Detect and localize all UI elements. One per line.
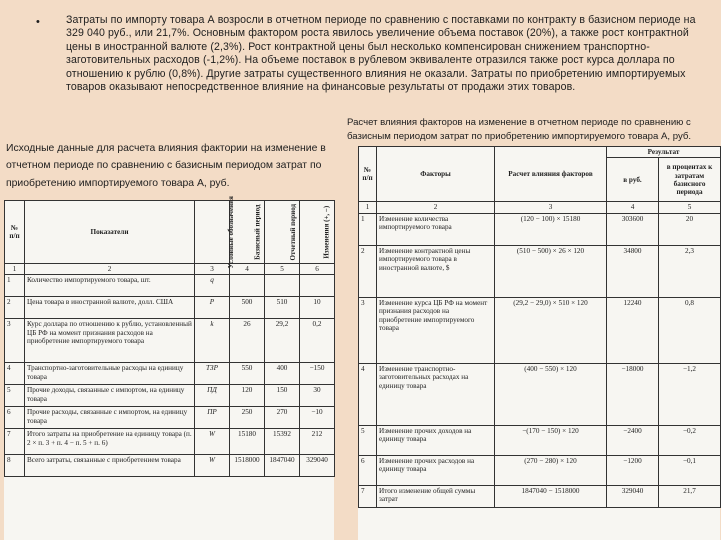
col-number: 4 <box>230 264 265 275</box>
result-percent: 21,7 <box>659 485 721 507</box>
indicator-name: Транспортно-заготовительные расходы на единицу товара <box>25 363 195 385</box>
symbol: W <box>195 429 230 455</box>
base-value: 26 <box>230 319 265 363</box>
factor-calculation-table <box>358 146 720 540</box>
indicator-name: Прочие расходы, связанные с импортом, на единицу товара <box>25 407 195 429</box>
col-number: 2 <box>377 202 495 213</box>
table-row <box>359 485 721 507</box>
table-row <box>359 245 721 297</box>
table-row <box>5 297 335 319</box>
header-change: Изменения (+, −) <box>300 201 335 264</box>
col-number: 3 <box>195 264 230 275</box>
factor-name: Изменение прочих расходов на единицу товара <box>377 455 495 485</box>
row-number: 3 <box>5 319 25 363</box>
row-number: 6 <box>5 407 25 429</box>
base-value: 250 <box>230 407 265 429</box>
indicator-name: Количество импортируемого товара, шт. <box>25 275 195 297</box>
column-number-row <box>359 202 721 213</box>
main-paragraph: Затраты по импорту товара А возросли в отчетном периоде по сравнению с поставками по контракту в базисном периоде на 329 040 руб., или 21,7%. Основным фактором роста явилось увеличение объема поставок (20%), а также рост контрактной цены в иностранной валюте (2,3%). Рост контрактной цены был несколько компенсирован снижением транспортно-заготовительных расходов (-1,2%). На объеме поставок в рублевом эквиваленте отразился также рост курса доллара по отношению к рублю (0,8%). Другие затраты существенного влияния не оказали. Затраты по приобретению импортируемых товаров оказывают непосредственное влияние на финансовые результаты от продажи этих товаров. <box>66 14 696 94</box>
change-value: 212 <box>300 429 335 455</box>
change-value: 30 <box>300 385 335 407</box>
indicator-name: Итого затраты на приобретение на единицу товара (п. 2 × п. 3 + п. 4 − п. 5 + п. 6) <box>25 429 195 455</box>
col-number: 6 <box>300 264 335 275</box>
row-number: 5 <box>359 425 377 455</box>
result-percent: −1,2 <box>659 363 721 425</box>
report-value: 150 <box>265 385 300 407</box>
symbol: ТЗР <box>195 363 230 385</box>
result-rub: 12240 <box>607 297 659 363</box>
row-number: 8 <box>5 455 25 477</box>
col-number: 4 <box>607 202 659 213</box>
row-number: 5 <box>5 385 25 407</box>
row-number: 6 <box>359 455 377 485</box>
row-number: 1 <box>5 275 25 297</box>
result-rub: 34800 <box>607 245 659 297</box>
table-row <box>359 425 721 455</box>
symbol: P <box>195 297 230 319</box>
result-rub: −18000 <box>607 363 659 425</box>
base-value: 500 <box>230 297 265 319</box>
report-value: 400 <box>265 363 300 385</box>
factor-name: Изменение прочих доходов на единицу товара <box>377 425 495 455</box>
table-row <box>5 455 335 477</box>
left-table-caption: Исходные данные для расчета влияния фактории на изменение в отчетном периоде по сравнению с базисным периодом затрат по приобретению импортируемого товара А, руб. <box>6 143 326 189</box>
report-value: 15392 <box>265 429 300 455</box>
table-row <box>359 213 721 245</box>
header-base: Базисный период <box>230 201 265 264</box>
base-value: 1518000 <box>230 455 265 477</box>
factor-name: Изменение курса ЦБ РФ на момент признания расходов на приобретение импортируемого товара <box>377 297 495 363</box>
factor-calculation: −(170 − 150) × 120 <box>495 425 607 455</box>
base-value: 120 <box>230 385 265 407</box>
table-row <box>5 275 335 297</box>
symbol: k <box>195 319 230 363</box>
result-rub: 329040 <box>607 485 659 507</box>
base-value <box>230 275 265 297</box>
report-value: 510 <box>265 297 300 319</box>
row-number: 3 <box>359 297 377 363</box>
column-number-row <box>5 264 335 275</box>
change-value: 329040 <box>300 455 335 477</box>
factor-name: Итого изменение общей суммы затрат <box>377 485 495 507</box>
report-value: 1847040 <box>265 455 300 477</box>
header-indicators: Показатели <box>25 201 195 264</box>
table-row <box>5 429 335 455</box>
row-number: 4 <box>359 363 377 425</box>
col-number: 1 <box>359 202 377 213</box>
symbol: ПД <box>195 385 230 407</box>
result-rub: −2400 <box>607 425 659 455</box>
header-calculation: Расчет влияния факторов <box>495 147 607 202</box>
header-result: Результат <box>607 147 721 158</box>
factor-name: Изменение транспортно-заготовительных расходах на единицу товара <box>377 363 495 425</box>
col-number: 5 <box>265 264 300 275</box>
row-number: 2 <box>359 245 377 297</box>
factor-calculation: (29,2 − 29,0) × 510 × 120 <box>495 297 607 363</box>
base-value: 15180 <box>230 429 265 455</box>
report-value: 29,2 <box>265 319 300 363</box>
change-value: −10 <box>300 407 335 429</box>
table-row <box>5 363 335 385</box>
report-value: 270 <box>265 407 300 429</box>
col-number: 1 <box>5 264 25 275</box>
right-table-caption: Расчет влияния факторов на изменение в отчетном периоде по сравнению с базисным периодом затрат по приобретению импортируемого товара А, руб. <box>347 117 692 142</box>
change-value: 0,2 <box>300 319 335 363</box>
change-value: 10 <box>300 297 335 319</box>
table-row <box>359 297 721 363</box>
table-row <box>359 363 721 425</box>
change-value: −150 <box>300 363 335 385</box>
bullet-marker: • <box>36 16 40 28</box>
header-n: № п/п <box>359 147 377 202</box>
col-number: 5 <box>659 202 721 213</box>
factor-calculation: (510 − 500) × 26 × 120 <box>495 245 607 297</box>
table-header-row <box>5 201 335 264</box>
result-percent: −0,2 <box>659 425 721 455</box>
row-number: 1 <box>359 213 377 245</box>
row-number: 7 <box>359 485 377 507</box>
result-rub: −1200 <box>607 455 659 485</box>
col-number: 3 <box>495 202 607 213</box>
row-number: 2 <box>5 297 25 319</box>
symbol: q <box>195 275 230 297</box>
factor-calculation: (120 − 100) × 15180 <box>495 213 607 245</box>
base-value: 550 <box>230 363 265 385</box>
result-percent: −0,1 <box>659 455 721 485</box>
result-percent: 20 <box>659 213 721 245</box>
table-row <box>5 319 335 363</box>
indicator-name: Всего затраты, связанные с приобретением товара <box>25 455 195 477</box>
header-factors: Факторы <box>377 147 495 202</box>
factor-calculation: (400 − 550) × 120 <box>495 363 607 425</box>
symbol: W <box>195 455 230 477</box>
factor-name: Изменение количества импортируемого товара <box>377 213 495 245</box>
table-header-row <box>359 147 721 158</box>
header-n: № п/п <box>5 201 25 264</box>
factor-calculation: 1847040 − 1518000 <box>495 485 607 507</box>
header-report: Отчетный период <box>265 201 300 264</box>
result-percent: 2,3 <box>659 245 721 297</box>
change-value <box>300 275 335 297</box>
indicator-name: Цена товара в иностранной валюте, долл. США <box>25 297 195 319</box>
table-row <box>5 407 335 429</box>
result-rub: 303600 <box>607 213 659 245</box>
row-number: 7 <box>5 429 25 455</box>
header-symbols: Условные обозначения <box>195 201 230 264</box>
report-value <box>265 275 300 297</box>
factor-name: Изменение контрактной цены импортируемого товара в иностранной валюте, $ <box>377 245 495 297</box>
table-row <box>5 385 335 407</box>
factor-calculation: (270 − 280) × 120 <box>495 455 607 485</box>
header-percent: в процентах к затратам базисного периода <box>659 158 721 202</box>
indicator-name: Прочие доходы, связанные с импортом, на единицу товара <box>25 385 195 407</box>
col-number: 2 <box>25 264 195 275</box>
result-percent: 0,8 <box>659 297 721 363</box>
symbol: ПР <box>195 407 230 429</box>
source-data-table <box>4 195 334 540</box>
row-number: 4 <box>5 363 25 385</box>
header-rub: в руб. <box>607 158 659 202</box>
table-row <box>359 455 721 485</box>
indicator-name: Курс доллара по отношению к рублю, установленный ЦБ РФ на момент признания расходов на приобретение импортируемого товара <box>25 319 195 363</box>
